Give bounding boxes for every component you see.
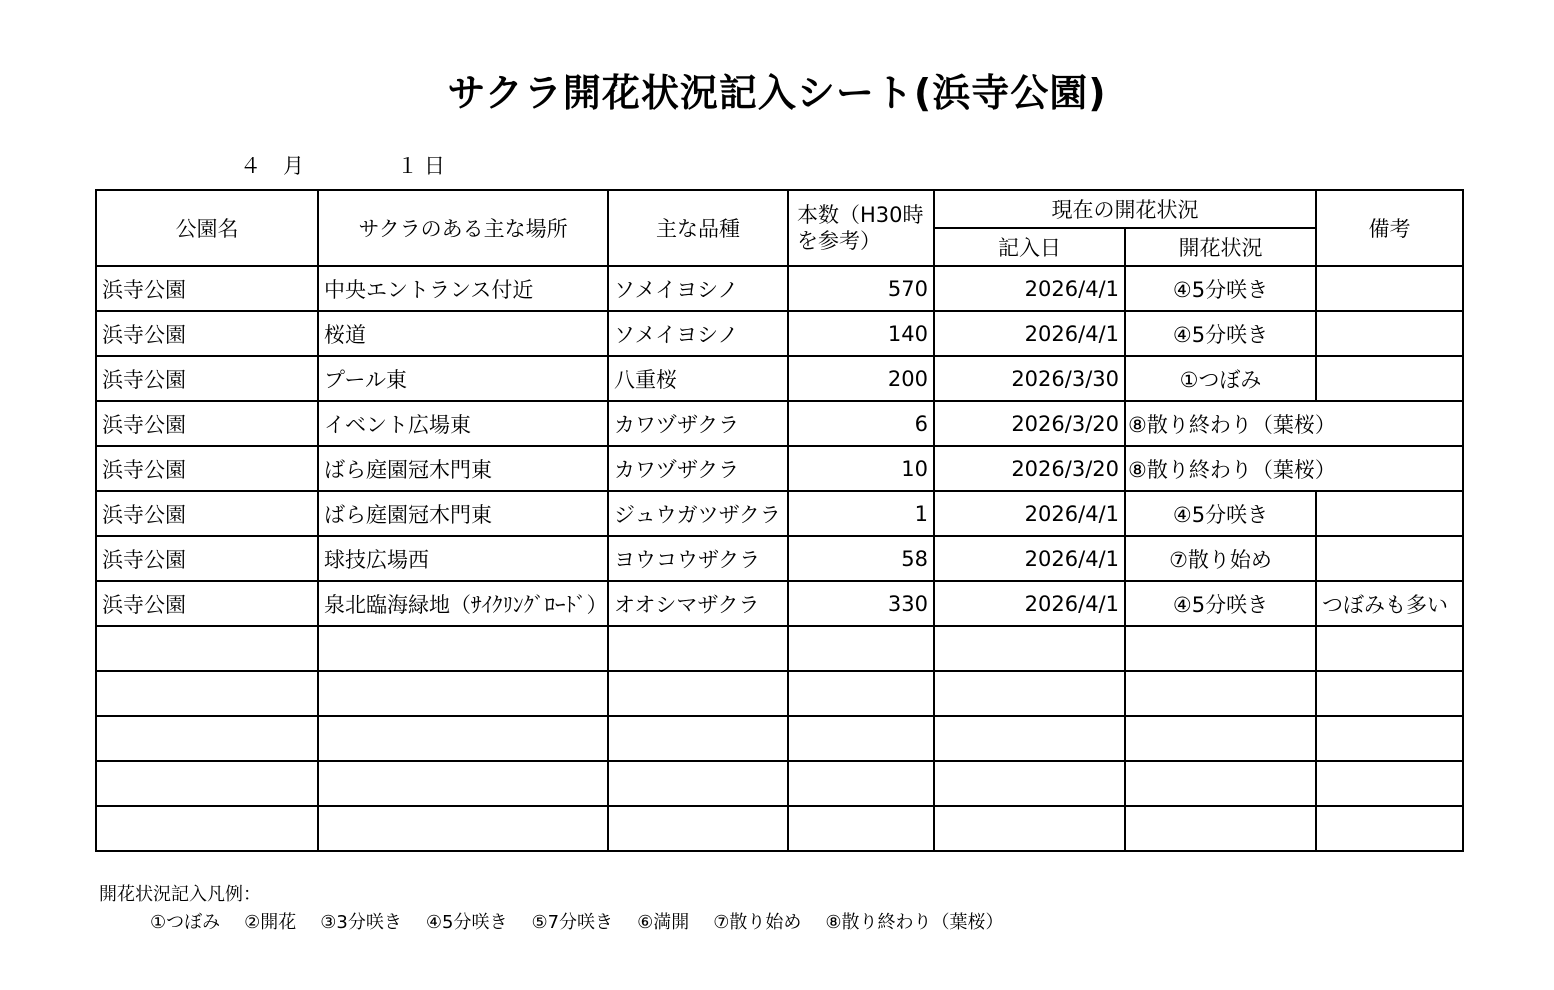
table-row	[96, 311, 1463, 356]
cell-entry-date: 2026/4/1	[934, 311, 1125, 356]
header-count: 本数（H30時を参考）	[788, 190, 934, 266]
empty-cell	[934, 806, 1125, 851]
legend-item: ⑧散り終わり（葉桜）	[825, 912, 1004, 933]
header-status-group: 現在の開花状況	[934, 190, 1316, 228]
cell-location: ばら庭園冠木門東	[318, 446, 608, 491]
empty-cell	[96, 626, 318, 671]
day-unit: 日	[424, 154, 445, 178]
cell-count: 330	[788, 581, 934, 626]
empty-cell	[1316, 761, 1463, 806]
cell-count: 1	[788, 491, 934, 536]
month-unit: 月	[283, 154, 304, 178]
cell-bloom-status: ⑧散り終わり（葉桜）	[1125, 446, 1316, 491]
empty-cell	[788, 626, 934, 671]
legend-item: ②開花	[244, 912, 297, 933]
table-row-empty	[96, 716, 1463, 761]
empty-cell	[934, 671, 1125, 716]
cell-remarks	[1316, 491, 1463, 536]
table-row-empty	[96, 671, 1463, 716]
cell-count: 6	[788, 401, 934, 446]
cell-variety: 八重桜	[608, 356, 788, 401]
cell-bloom-status: ④5分咲き	[1125, 266, 1316, 311]
cell-park: 浜寺公園	[96, 491, 318, 536]
cell-park: 浜寺公園	[96, 356, 318, 401]
cell-variety: ヨウコウザクラ	[608, 536, 788, 581]
table-row-empty	[96, 761, 1463, 806]
empty-cell	[608, 761, 788, 806]
cell-remarks	[1316, 356, 1463, 401]
header-variety: 主な品種	[608, 190, 788, 266]
cell-variety: カワヅザクラ	[608, 446, 788, 491]
empty-cell	[318, 671, 608, 716]
legend-item: ①つぼみ	[150, 912, 221, 933]
empty-cell	[934, 626, 1125, 671]
legend-title: 開花状況記入凡例：	[99, 884, 261, 905]
header-location: サクラのある主な場所	[318, 190, 608, 266]
empty-cell	[1316, 806, 1463, 851]
table-row	[96, 491, 1463, 536]
empty-cell	[934, 761, 1125, 806]
cell-entry-date: 2026/4/1	[934, 266, 1125, 311]
cell-remarks	[1316, 536, 1463, 581]
empty-cell	[318, 626, 608, 671]
table-row	[96, 581, 1463, 626]
table-row	[96, 356, 1463, 401]
header-entry-date: 記入日	[934, 228, 1125, 266]
empty-cell	[318, 716, 608, 761]
empty-cell	[1316, 671, 1463, 716]
cell-park: 浜寺公園	[96, 536, 318, 581]
empty-cell	[318, 806, 608, 851]
empty-cell	[1125, 626, 1316, 671]
cell-park: 浜寺公園	[96, 401, 318, 446]
empty-cell	[788, 761, 934, 806]
legend-item: ⑤7分咲き	[531, 912, 614, 933]
table-row	[96, 536, 1463, 581]
legend	[150, 908, 1027, 934]
cell-remarks	[1316, 401, 1463, 446]
legend-item: ③3分咲き	[320, 912, 402, 933]
empty-cell	[1125, 716, 1316, 761]
cell-remarks	[1316, 266, 1463, 311]
empty-cell	[96, 761, 318, 806]
cell-count: 200	[788, 356, 934, 401]
cell-location: プール東	[318, 356, 608, 401]
cell-park: 浜寺公園	[96, 581, 318, 626]
cell-park: 浜寺公園	[96, 446, 318, 491]
empty-cell	[1125, 761, 1316, 806]
cell-bloom-status: ④5分咲き	[1125, 581, 1316, 626]
header-remarks: 備考	[1316, 190, 1463, 266]
cell-variety: カワヅザクラ	[608, 401, 788, 446]
cell-remarks	[1316, 311, 1463, 356]
empty-cell	[788, 671, 934, 716]
empty-cell	[608, 806, 788, 851]
cell-variety: オオシマザクラ	[608, 581, 788, 626]
empty-cell	[96, 716, 318, 761]
cell-variety: ソメイヨシノ	[608, 311, 788, 356]
cell-bloom-status: ④5分咲き	[1125, 311, 1316, 356]
cell-location: イベント広場東	[318, 401, 608, 446]
table-row	[96, 446, 1463, 491]
cell-bloom-status: ④5分咲き	[1125, 491, 1316, 536]
cell-location: 泉北臨海緑地（ｻｲｸﾘﾝｸﾞﾛｰﾄﾞ）	[318, 581, 608, 626]
cell-remarks	[1316, 446, 1463, 491]
table-row	[96, 401, 1463, 446]
cell-entry-date: 2026/4/1	[934, 581, 1125, 626]
table-row-empty	[96, 806, 1463, 851]
cell-variety: ジュウガツザクラ	[608, 491, 788, 536]
bloom-status-table	[95, 189, 1464, 852]
cell-count: 58	[788, 536, 934, 581]
cell-bloom-status: ⑦散り始め	[1125, 536, 1316, 581]
empty-cell	[318, 761, 608, 806]
table-row-empty	[96, 626, 1463, 671]
empty-cell	[608, 671, 788, 716]
cell-entry-date: 2026/3/30	[934, 356, 1125, 401]
empty-cell	[608, 626, 788, 671]
cell-park: 浜寺公園	[96, 266, 318, 311]
legend-item: ⑥満開	[637, 912, 690, 933]
month-value: ４	[240, 154, 261, 178]
cell-count: 10	[788, 446, 934, 491]
empty-cell	[608, 716, 788, 761]
cell-bloom-status: ①つぼみ	[1125, 356, 1316, 401]
empty-cell	[788, 716, 934, 761]
empty-cell	[1316, 716, 1463, 761]
cell-location: ばら庭園冠木門東	[318, 491, 608, 536]
empty-cell	[1316, 626, 1463, 671]
cell-park: 浜寺公園	[96, 311, 318, 356]
cell-location: 桜道	[318, 311, 608, 356]
day-value: １	[397, 154, 418, 178]
empty-cell	[96, 671, 318, 716]
cell-count: 570	[788, 266, 934, 311]
cell-entry-date: 2026/4/1	[934, 491, 1125, 536]
cell-location: 球技広場西	[318, 536, 608, 581]
cell-entry-date: 2026/4/1	[934, 536, 1125, 581]
cell-count: 140	[788, 311, 934, 356]
empty-cell	[96, 806, 318, 851]
page-title: サクラ開花状況記入シート(浜寺公園)	[447, 71, 1107, 115]
table-row	[96, 266, 1463, 311]
cell-variety: ソメイヨシノ	[608, 266, 788, 311]
cell-location: 中央エントランス付近	[318, 266, 608, 311]
header-bloom-status: 開花状況	[1125, 228, 1316, 266]
cell-bloom-status: ⑧散り終わり（葉桜）	[1125, 401, 1316, 446]
empty-cell	[788, 806, 934, 851]
empty-cell	[1125, 671, 1316, 716]
legend-item: ⑦散り始め	[713, 912, 802, 933]
cell-entry-date: 2026/3/20	[934, 401, 1125, 446]
empty-cell	[934, 716, 1125, 761]
legend-item: ④5分咲き	[425, 912, 508, 933]
header-park: 公園名	[96, 190, 318, 266]
cell-remarks: つぼみも多い	[1316, 581, 1463, 626]
empty-cell	[1125, 806, 1316, 851]
cell-entry-date: 2026/3/20	[934, 446, 1125, 491]
